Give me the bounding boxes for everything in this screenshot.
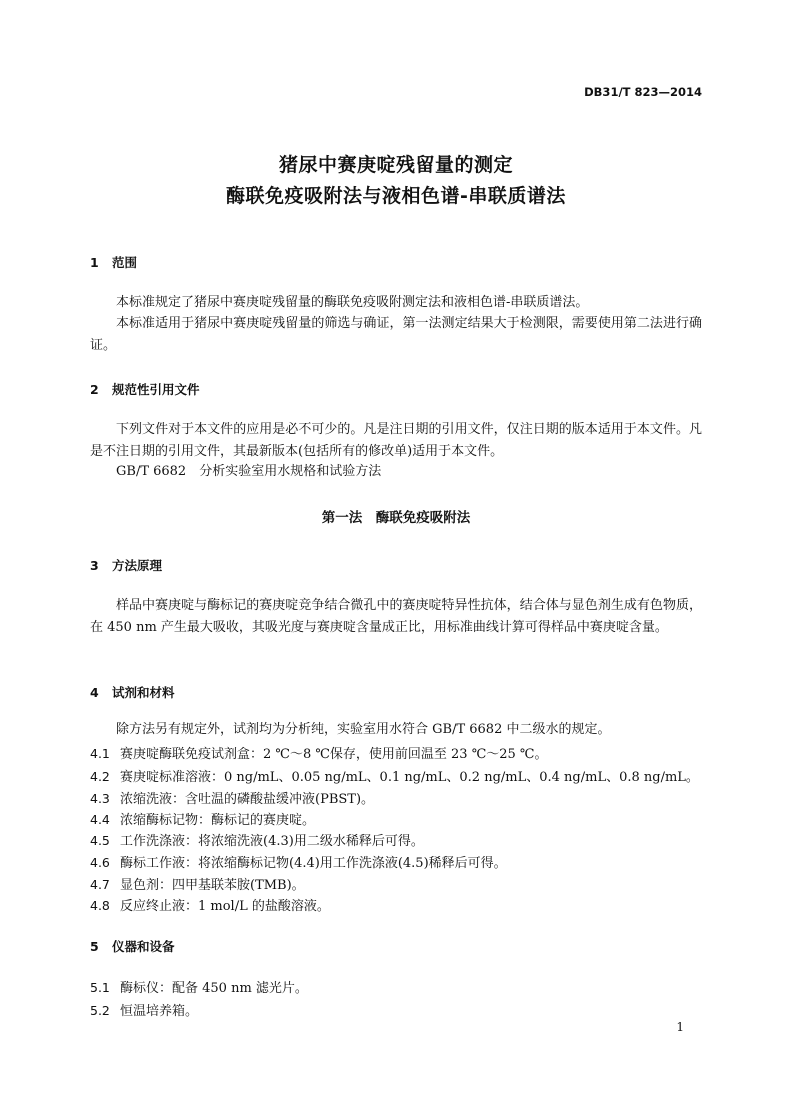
list-item bbox=[90, 788, 374, 807]
list-item bbox=[90, 895, 330, 914]
references-paragraph: 下列文件对于本文件的应用是必不可少的。凡是注日期的引用文件，仅注日期的版本适用于本文件。凡是不注日期的引用文件，其最新版本(包括所有的修改单)适用于本文件。 bbox=[90, 422, 702, 459]
item-number: 5.2 bbox=[90, 1003, 110, 1018]
section-number: 2 bbox=[90, 382, 99, 397]
item-text: 浓缩酶标记物：酶标记的赛庚啶。 bbox=[120, 813, 316, 828]
list-item bbox=[90, 1000, 198, 1019]
item-number: 4.3 bbox=[90, 791, 110, 806]
section-number: 1 bbox=[90, 255, 99, 270]
item-text: 赛庚啶标准溶液：0 ng/mL、0.05 ng/mL、0.1 ng/mL、0.2 ng/mL、0.4 ng/mL、0.8 ng/mL。 bbox=[120, 770, 699, 785]
section-heading-reagents bbox=[90, 683, 175, 701]
item-text: 反应终止液：1 mol/L 的盐酸溶液。 bbox=[120, 899, 330, 914]
section-number: 5 bbox=[90, 939, 99, 954]
list-item bbox=[90, 743, 547, 762]
item-text: 工作洗涤液：将浓缩洗液(4.3)用二级水稀释后可得。 bbox=[120, 834, 424, 849]
page-number: 1 bbox=[676, 1020, 684, 1034]
section-heading-normative-references bbox=[90, 380, 200, 398]
item-number: 4.2 bbox=[90, 769, 110, 784]
item-text: 酶标工作液：将浓缩酶标记物(4.4)用工作洗涤液(4.5)稀释后可得。 bbox=[120, 856, 507, 871]
item-text: 酶标仪：配备 450 nm 滤光片。 bbox=[120, 981, 308, 996]
section-heading-apparatus bbox=[90, 937, 175, 955]
item-text: 显色剂：四甲基联苯胺(TMB)。 bbox=[120, 878, 305, 893]
reference-item: GB/T 6682 分析实验室用水规格和试验方法 bbox=[116, 464, 382, 479]
standard-code: DB31/T 823—2014 bbox=[584, 85, 702, 99]
list-item bbox=[90, 830, 424, 849]
section-title: 试剂和材料 bbox=[112, 685, 175, 700]
item-number: 4.1 bbox=[90, 746, 110, 761]
item-number: 4.7 bbox=[90, 877, 110, 892]
item-number: 4.8 bbox=[90, 898, 110, 913]
list-item bbox=[90, 874, 305, 893]
item-text: 浓缩洗液：含吐温的磷酸盐缓冲液(PBST)。 bbox=[120, 792, 375, 807]
item-number: 5.1 bbox=[90, 980, 110, 995]
reagents-intro: 除方法另有规定外，试剂均为分析纯，实验室用水符合 GB/T 6682 中二级水的规定。 bbox=[116, 722, 611, 737]
item-text: 赛庚啶酶联免疫试剂盒：2 ℃～8 ℃保存，使用前回温至 23 ℃～25 ℃。 bbox=[120, 747, 548, 762]
principle-paragraph: 样品中赛庚啶与酶标记的赛庚啶竞争结合微孔中的赛庚啶特异性抗体，结合体与显色剂生成有色物质，在 450 nm 产生最大吸收，其吸光度与赛庚啶含量成正比，用标准曲线计算可得样品中赛庚啶含量。 bbox=[90, 598, 702, 635]
list-item bbox=[90, 766, 699, 785]
list-item bbox=[90, 977, 308, 996]
section-heading-principle bbox=[90, 556, 162, 574]
document-title-line-2: 酶联免疫吸附法与液相色谱-串联质谱法 bbox=[226, 185, 566, 207]
method-title: 第一法 酶联免疫吸附法 bbox=[321, 510, 471, 526]
scope-paragraph-2: 本标准适用于猪尿中赛庚啶残留量的筛选与确证，第一法测定结果大于检测限，需要使用第二法进行确证。 bbox=[90, 316, 702, 353]
section-title: 仪器和设备 bbox=[112, 939, 175, 954]
document-title-line-1: 猪尿中赛庚啶残留量的测定 bbox=[278, 154, 513, 176]
section-title: 规范性引用文件 bbox=[112, 382, 200, 397]
item-text: 恒温培养箱。 bbox=[120, 1004, 199, 1019]
item-number: 4.6 bbox=[90, 855, 110, 870]
item-number: 4.5 bbox=[90, 833, 110, 848]
section-number: 3 bbox=[90, 558, 99, 573]
section-heading-scope bbox=[90, 253, 137, 271]
section-title: 范围 bbox=[112, 255, 138, 270]
list-item bbox=[90, 852, 507, 871]
item-number: 4.4 bbox=[90, 812, 110, 827]
scope-paragraph-1: 本标准规定了猪尿中赛庚啶残留量的酶联免疫吸附测定法和液相色谱-串联质谱法。 bbox=[116, 295, 589, 310]
list-item bbox=[90, 809, 315, 828]
section-number: 4 bbox=[90, 685, 99, 700]
section-title: 方法原理 bbox=[112, 558, 163, 573]
